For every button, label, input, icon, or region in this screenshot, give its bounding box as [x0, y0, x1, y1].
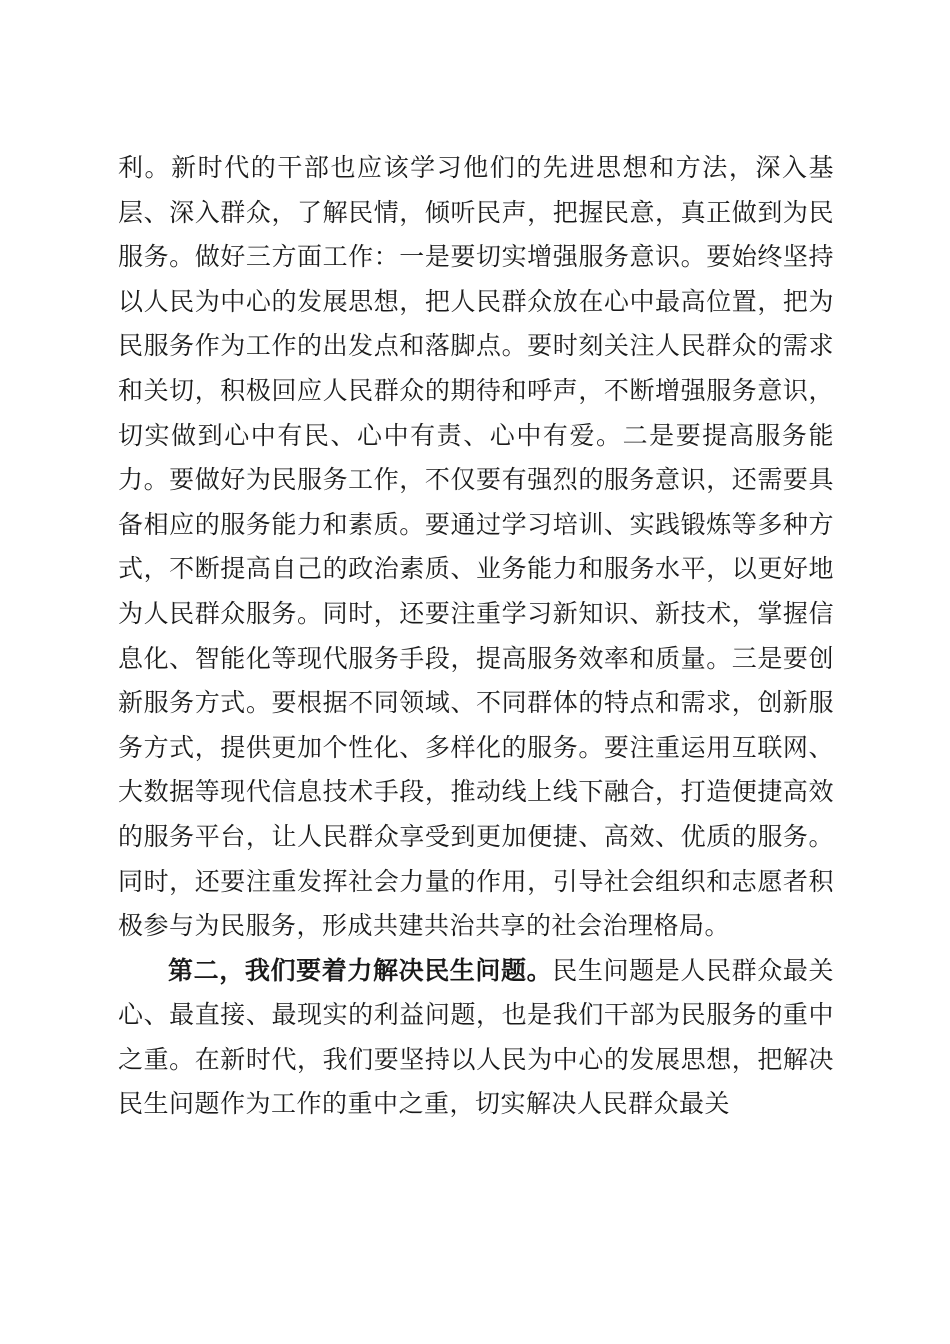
paragraph-second-point — [118, 949, 834, 1127]
document-page — [118, 146, 834, 1127]
paragraph-heading: 第二，我们要着力解决民生问题。 — [168, 955, 553, 985]
paragraph-continuation: 利。新时代的干部也应该学习他们的先进思想和方法，深入基层、深入群众，了解民情，倾听民声，把握民意，真正做到为民服务。做好三方面工作：一是要切实增强服务意识。要始终坚持以人民为中心的发展思想，把人民群众放在心中最高位置，把为民服务作为工作的出发点和落脚点。要时刻关注人民群众的需求和关切，积极回应人民群众的期待和呼声，不断增强服务意识，切实做到心中有民、心中有责、心中有爱。二是要提高服务能力。要做好为民服务工作，不仅要有强烈的服务意识，还需要具备相应的服务能力和素质。要通过学习培训、实践锻炼等多种方式，不断提高自己的政治素质、业务能力和服务水平，以更好地为人民群众服务。同时，还要注重学习新知识、新技术，掌握信息化、智能化等现代服务手段，提高服务效率和质量。三是要创新服务方式。要根据不同领域、不同群体的特点和需求，创新服务方式，提供更加个性化、多样化的服务。要注重运用互联网、大数据等现代信息技术手段，推动线上线下融合，打造便捷高效的服务平台，让人民群众享受到更加便捷、高效、优质的服务。同时，还要注重发挥社会力量的作用，引导社会组织和志愿者积极参与为民服务，形成共建共治共享的社会治理格局。 — [118, 153, 834, 941]
paragraph-body: 民生问题是人民群众最关心、最直接、最现实的利益问题，也是我们干部为民服务的重中之重。在新时代，我们要坚持以人民为中心的发展思想，把解决民生问题作为工作的重中之重，切实解决人民群众最关 — [118, 955, 834, 1119]
